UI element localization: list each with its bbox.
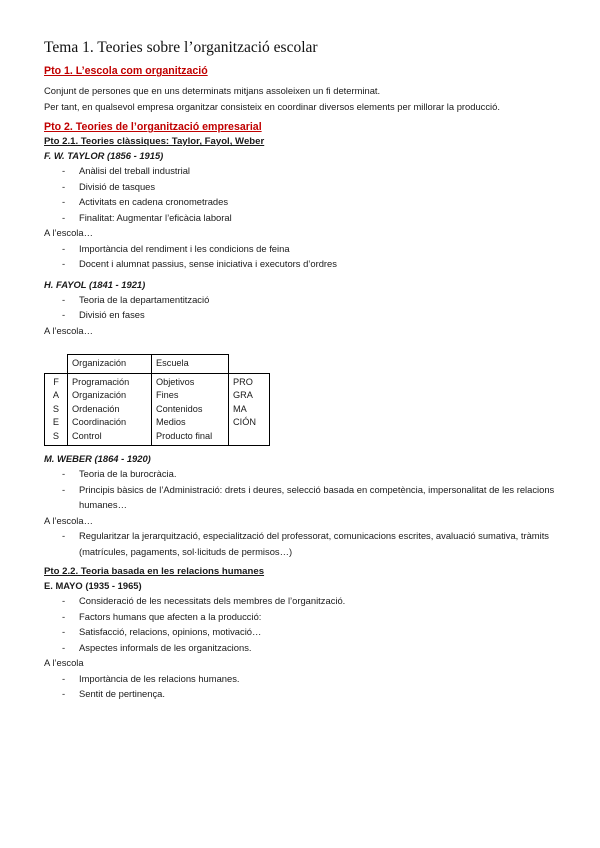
- fayol-school-label: A l’escola…: [44, 324, 93, 336]
- list-item: - Divisió de tasques: [62, 179, 564, 195]
- taylor-school-list: [44, 241, 564, 272]
- mayo-heading: E. MAYO (1935 - 1965): [44, 580, 142, 591]
- fayol-phases-table: [44, 354, 270, 446]
- list-item: - Sentit de pertinença.: [62, 686, 564, 702]
- list-item: - Importància del rendiment i les condicions de feina: [62, 241, 564, 257]
- list-item: - Teoria de la burocràcia.: [62, 466, 564, 482]
- weber-heading: M. WEBER (1864 - 1920): [44, 453, 151, 464]
- section-2-heading: Pto 2. Teories de l’organització empresarial: [44, 121, 262, 133]
- weber-list: [44, 466, 564, 513]
- page-title: Tema 1. Teories sobre l’organització escolar: [44, 39, 318, 56]
- table-cell-programacion: PRO GRA MA CIÓN: [229, 373, 270, 446]
- subsection-2-1-heading: Pto 2.1. Teories clàssiques: Taylor, Fayol, Weber: [44, 136, 265, 147]
- section-1-paragraph-2: Per tant, en qualsevol empresa organitzar consisteix en coordinar diversos elements per millorar la producció.: [44, 100, 500, 112]
- list-item: - Activitats en cadena cronometrades: [62, 194, 564, 210]
- table-cell-fases: F A S E S: [45, 373, 68, 446]
- list-item: - Aspectes informals de les organitzacions.: [62, 640, 564, 656]
- fayol-list: [44, 292, 564, 323]
- taylor-list: [44, 163, 564, 225]
- list-item: - Consideració de les necessitats dels membres de l’organització.: [62, 593, 564, 609]
- list-item: - Satisfacció, relacions, opinions, motivació…: [62, 624, 564, 640]
- list-item: - Importància de les relacions humanes.: [62, 671, 564, 687]
- list-item: - Docent i alumnat passius, sense iniciativa i executors d’ordres: [62, 256, 564, 272]
- taylor-school-label: A l’escola…: [44, 227, 93, 238]
- table-cell-escuela: Objetivos Fines Contenidos Medios Producto final: [152, 373, 229, 446]
- subsection-2-2-heading: Pto 2.2. Teoria basada en les relacions humanes: [44, 566, 265, 577]
- fayol-heading: H. FAYOL (1841 - 1921): [44, 278, 146, 290]
- table-header-organizacion: Organización: [68, 355, 152, 374]
- mayo-school-label: A l’escola: [44, 657, 84, 668]
- list-item: - Factors humans que afecten a la producció:: [62, 609, 564, 625]
- list-item: - Regularitzar la jerarquització, especialització del professorat, comunicacions escrites, avaluació sumativa, tràmits (matrícules, pagaments, sol·licituds de permisos…): [62, 528, 564, 559]
- weber-school-list: [44, 528, 564, 559]
- section-1-paragraph-1: Conjunt de persones que en uns determinats mitjans assoleixen un fi determinat.: [44, 85, 381, 96]
- list-item: - Principis bàsics de l’Administració: drets i deures, selecció basada en competència, impersonalitat de les relacions humanes…: [62, 482, 564, 513]
- list-item: - Anàlisi del treball industrial: [62, 163, 564, 179]
- table-header-escuela: Escuela: [152, 355, 229, 374]
- weber-school-label: A l’escola…: [44, 514, 93, 526]
- mayo-school-list: [44, 671, 564, 702]
- list-item: - Teoria de la departamentització: [62, 292, 564, 308]
- mayo-list: [44, 593, 564, 655]
- list-item: - Finalitat: Augmentar l’eficàcia laboral: [62, 210, 564, 226]
- document-page: [44, 38, 564, 702]
- list-item: - Divisió en fases: [62, 307, 564, 323]
- table-cell-organizacion: Programación Organización Ordenación Coordinación Control: [68, 373, 152, 446]
- taylor-heading: F. W. TAYLOR (1856 - 1915): [44, 150, 164, 161]
- section-1-heading: Pto 1. L’escola com organització: [44, 65, 208, 77]
